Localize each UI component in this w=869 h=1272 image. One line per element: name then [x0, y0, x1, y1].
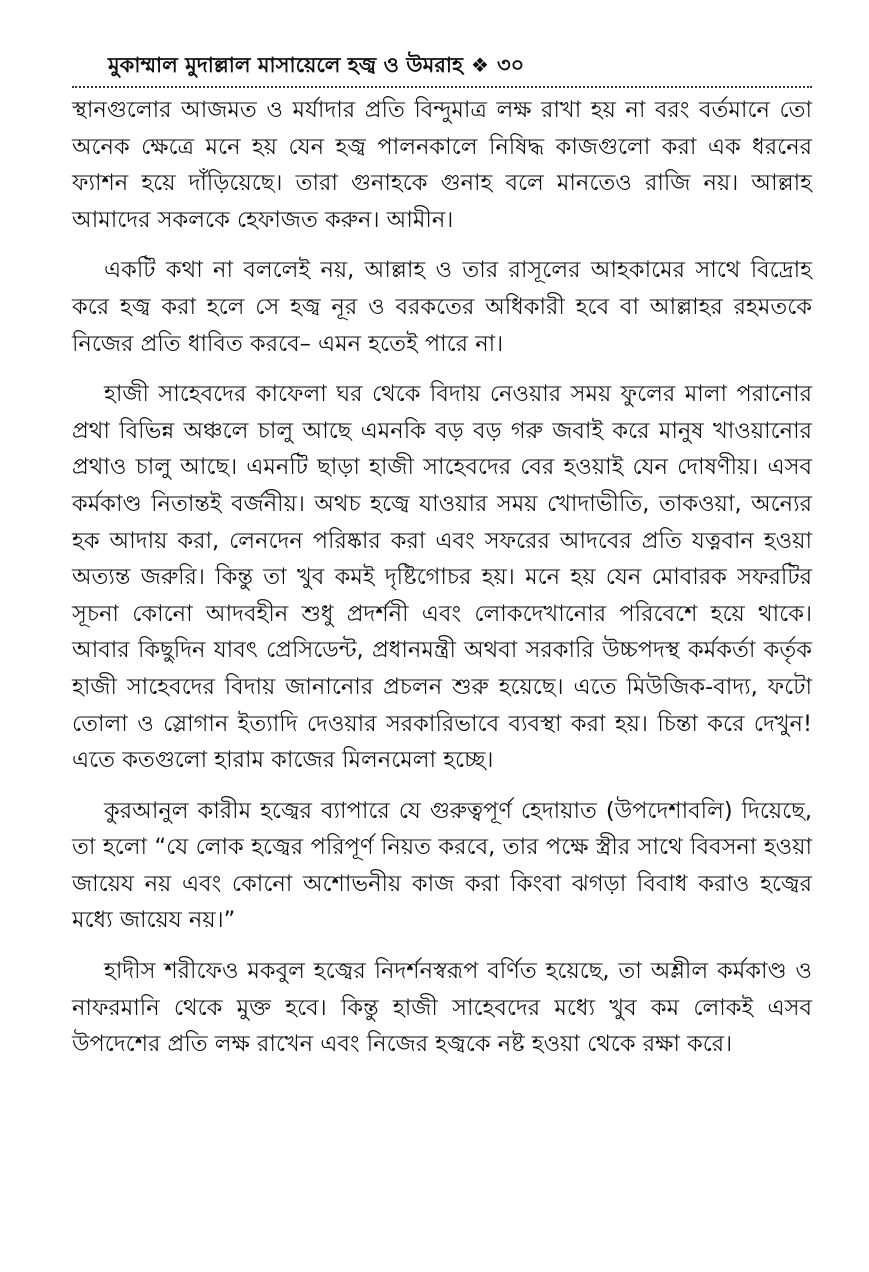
- paragraph-2: একটি কথা না বললেই নয়, আল্লাহ ও তার রাসূলের আহকামের সাথে বিদ্রোহ করে হজ্ব করা হলে সে হজ্ব নূর ও বরকতের অধিকারী হবে বা আল্লাহর রহমতকে নিজের প্রতি ধাবিত করবে– এমন হতেই পারে না।: [72, 257, 812, 357]
- paragraph-1: স্থানগুলোর আজমত ও মর্যাদার প্রতি বিন্দুমাত্র লক্ষ রাখা হয় না বরং বর্তমানে তো অনেক ক্ষেত্রে মনে হয় যেন হজ্ব পালনকালে নিষিদ্ধ কাজগুলো করা এক ধরনের ফ্যাশন হয়ে দাঁড়িয়েছে। তারা গুনাহকে গুনাহ বলে মানতেও রাজি নয়। আল্লাহ আমাদের সকলকে হেফাজত করুন। আমীন।: [72, 97, 812, 233]
- paragraph-3: হাজী সাহেবদের কাফেলা ঘর থেকে বিদায় নেওয়ার সময় ফুলের মালা পরানোর প্রথা বিভিন্ন অঞ্চলে চালু আছে এমনকি বড় বড় গরু জবাই করে মানুষ খাওয়ানোর প্রথাও চালু আছে। এমনটি ছাড়া হাজী সাহেবদের বের হওয়াই যেন দোষণীয়। এসব কর্মকাণ্ড নিতান্তই বর্জনীয়। অথচ হজ্বে যাওয়ার সময় খোদাভীতি, তাকওয়া, অন্যের হক আদায় করা, লেনদেন পরিষ্কার করা এবং সফরের আদবের প্রতি যত্নবান হওয়া অত্যন্ত জরুরি। কিন্তু তা খুব কমই দৃষ্টিগোচর হয়। মনে হয় যেন মোবারক সফরটির সূচনা কোনো আদবহীন শুধু প্রদর্শনী এবং লোকদেখানোর পরিবেশে হয়ে থাকে। আবার কিছুদিন যাবৎ প্রেসিডেন্ট, প্রধানমন্ত্রী অথবা সরকারি উচ্চপদস্থ কর্মকর্তা কর্তৃক হাজী সাহেবদের বিদায় জানানোর প্রচলন শুরু হয়েছে। এতে মিউজিক-বাদ্য, ফটো তোলা ও স্লোগান ইত্যাদি দেওয়ার সরকারিভাবে ব্যবস্থা করা হয়। চিন্তা করে দেখুন! এতে কতগুলো হারাম কাজের মিলনমেলা হচ্ছে।: [72, 381, 812, 774]
- book-title: মুকাম্মাল মুদাল্লাল মাসায়েলে হজ্ব ও উমরাহ: [108, 53, 463, 77]
- paragraph-5: হাদীস শরীফেও মকবুল হজ্বের নিদর্শনস্বরূপ বর্ণিত হয়েছে, তা অশ্লীল কর্মকাণ্ড ও নাফরমানি থেকে মুক্ত হবে। কিন্তু হাজী সাহেবদের মধ্যে খুব কম লোকই এসব উপদেশের প্রতি লক্ষ রাখেন এবং নিজের হজ্বকে নষ্ট হওয়া থেকে রক্ষা করে।: [72, 958, 812, 1058]
- body-text: [72, 92, 812, 1077]
- page-number: ৩০: [496, 53, 525, 77]
- running-header: [108, 50, 808, 80]
- paragraph-4: কুরআনুল কারীম হজ্বের ব্যাপারে যে গুরুত্বপূর্ণ হেদায়াত (উপদেশাবলি) দিয়েছে, তা হলো “যে লোক হজ্বের পরিপূর্ণ নিয়ত করবে, তার পক্ষে স্ত্রীর সাথে বিবসনা হওয়া জায়েয নয় এবং কোনো অশোভনীয় কাজ করা কিংবা ঝগড়া বিবাধ করাও হজ্বের মধ্যে জায়েয নয়।”: [72, 797, 812, 934]
- ornament-icon: ❖: [471, 53, 489, 77]
- header-divider: [72, 86, 812, 88]
